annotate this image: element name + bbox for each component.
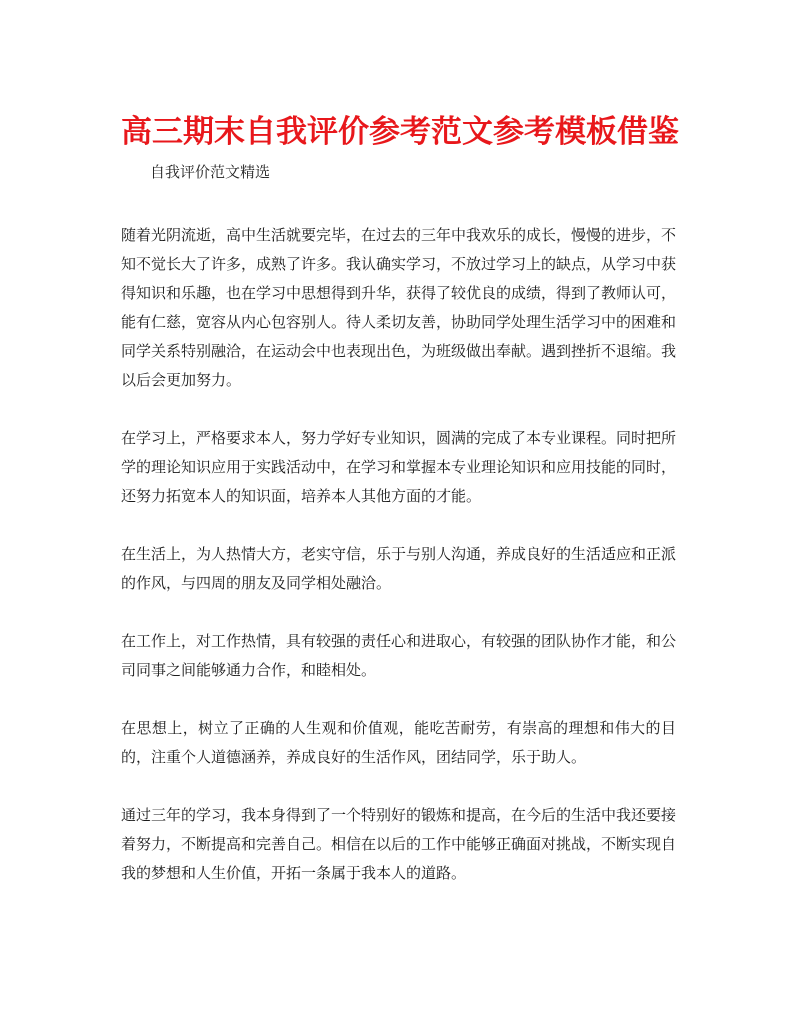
- document-body: [121, 221, 676, 917]
- paragraph-life: 在生活上，为人热情大方，老实守信，乐于与别人沟通，养成良好的生活适应和正派的作风，与四周的朋友及同学相处融洽。: [121, 545, 677, 592]
- document-subtitle: 自我评价范文精选: [150, 163, 271, 181]
- paragraph-study: 在学习上，严格要求本人，努力学好专业知识，圆满的完成了本专业课程。同时把所学的理论知识应用于实践活动中，在学习和掌握本专业理论知识和应用技能的同时，还努力拓宽本人的知识面，培养本人其他方面的才能。: [121, 429, 677, 505]
- document-title: 高三期末自我评价参考范文参考模板借鉴: [121, 114, 679, 150]
- paragraph-intro: 随着光阴流逝，高中生活就要完毕，在过去的三年中我欢乐的成长，慢慢的进步，不知不觉长大了许多，成熟了许多。我认确实学习，不放过学习上的缺点，从学习中获得知识和乐趣，也在学习中思想得到升华，获得了较优良的成绩，得到了教师认可，能有仁慈，宽容从内心包容别人。待人柔切友善，协助同学处理生活学习中的困难和同学关系特别融洽，在运动会中也表现出色，为班级做出奉献。遇到挫折不退缩。我以后会更加努力。: [121, 226, 677, 389]
- paragraph-work: 在工作上，对工作热情，具有较强的责任心和进取心，有较强的团队协作才能，和公司同事之间能够通力合作，和睦相处。: [121, 632, 677, 679]
- paragraph-conclusion: 通过三年的学习，我本身得到了一个特别好的锻炼和提高，在今后的生活中我还要接着努力，不断提高和完善自己。相信在以后的工作中能够正确面对挑战，不断实现自我的梦想和人生价值，开拓一条属于我本人的道路。: [121, 806, 677, 882]
- paragraph-thought: 在思想上，树立了正确的人生观和价值观，能吃苦耐劳，有崇高的理想和伟大的目的，注重个人道德涵养，养成良好的生活作风，团结同学，乐于助人。: [121, 719, 676, 766]
